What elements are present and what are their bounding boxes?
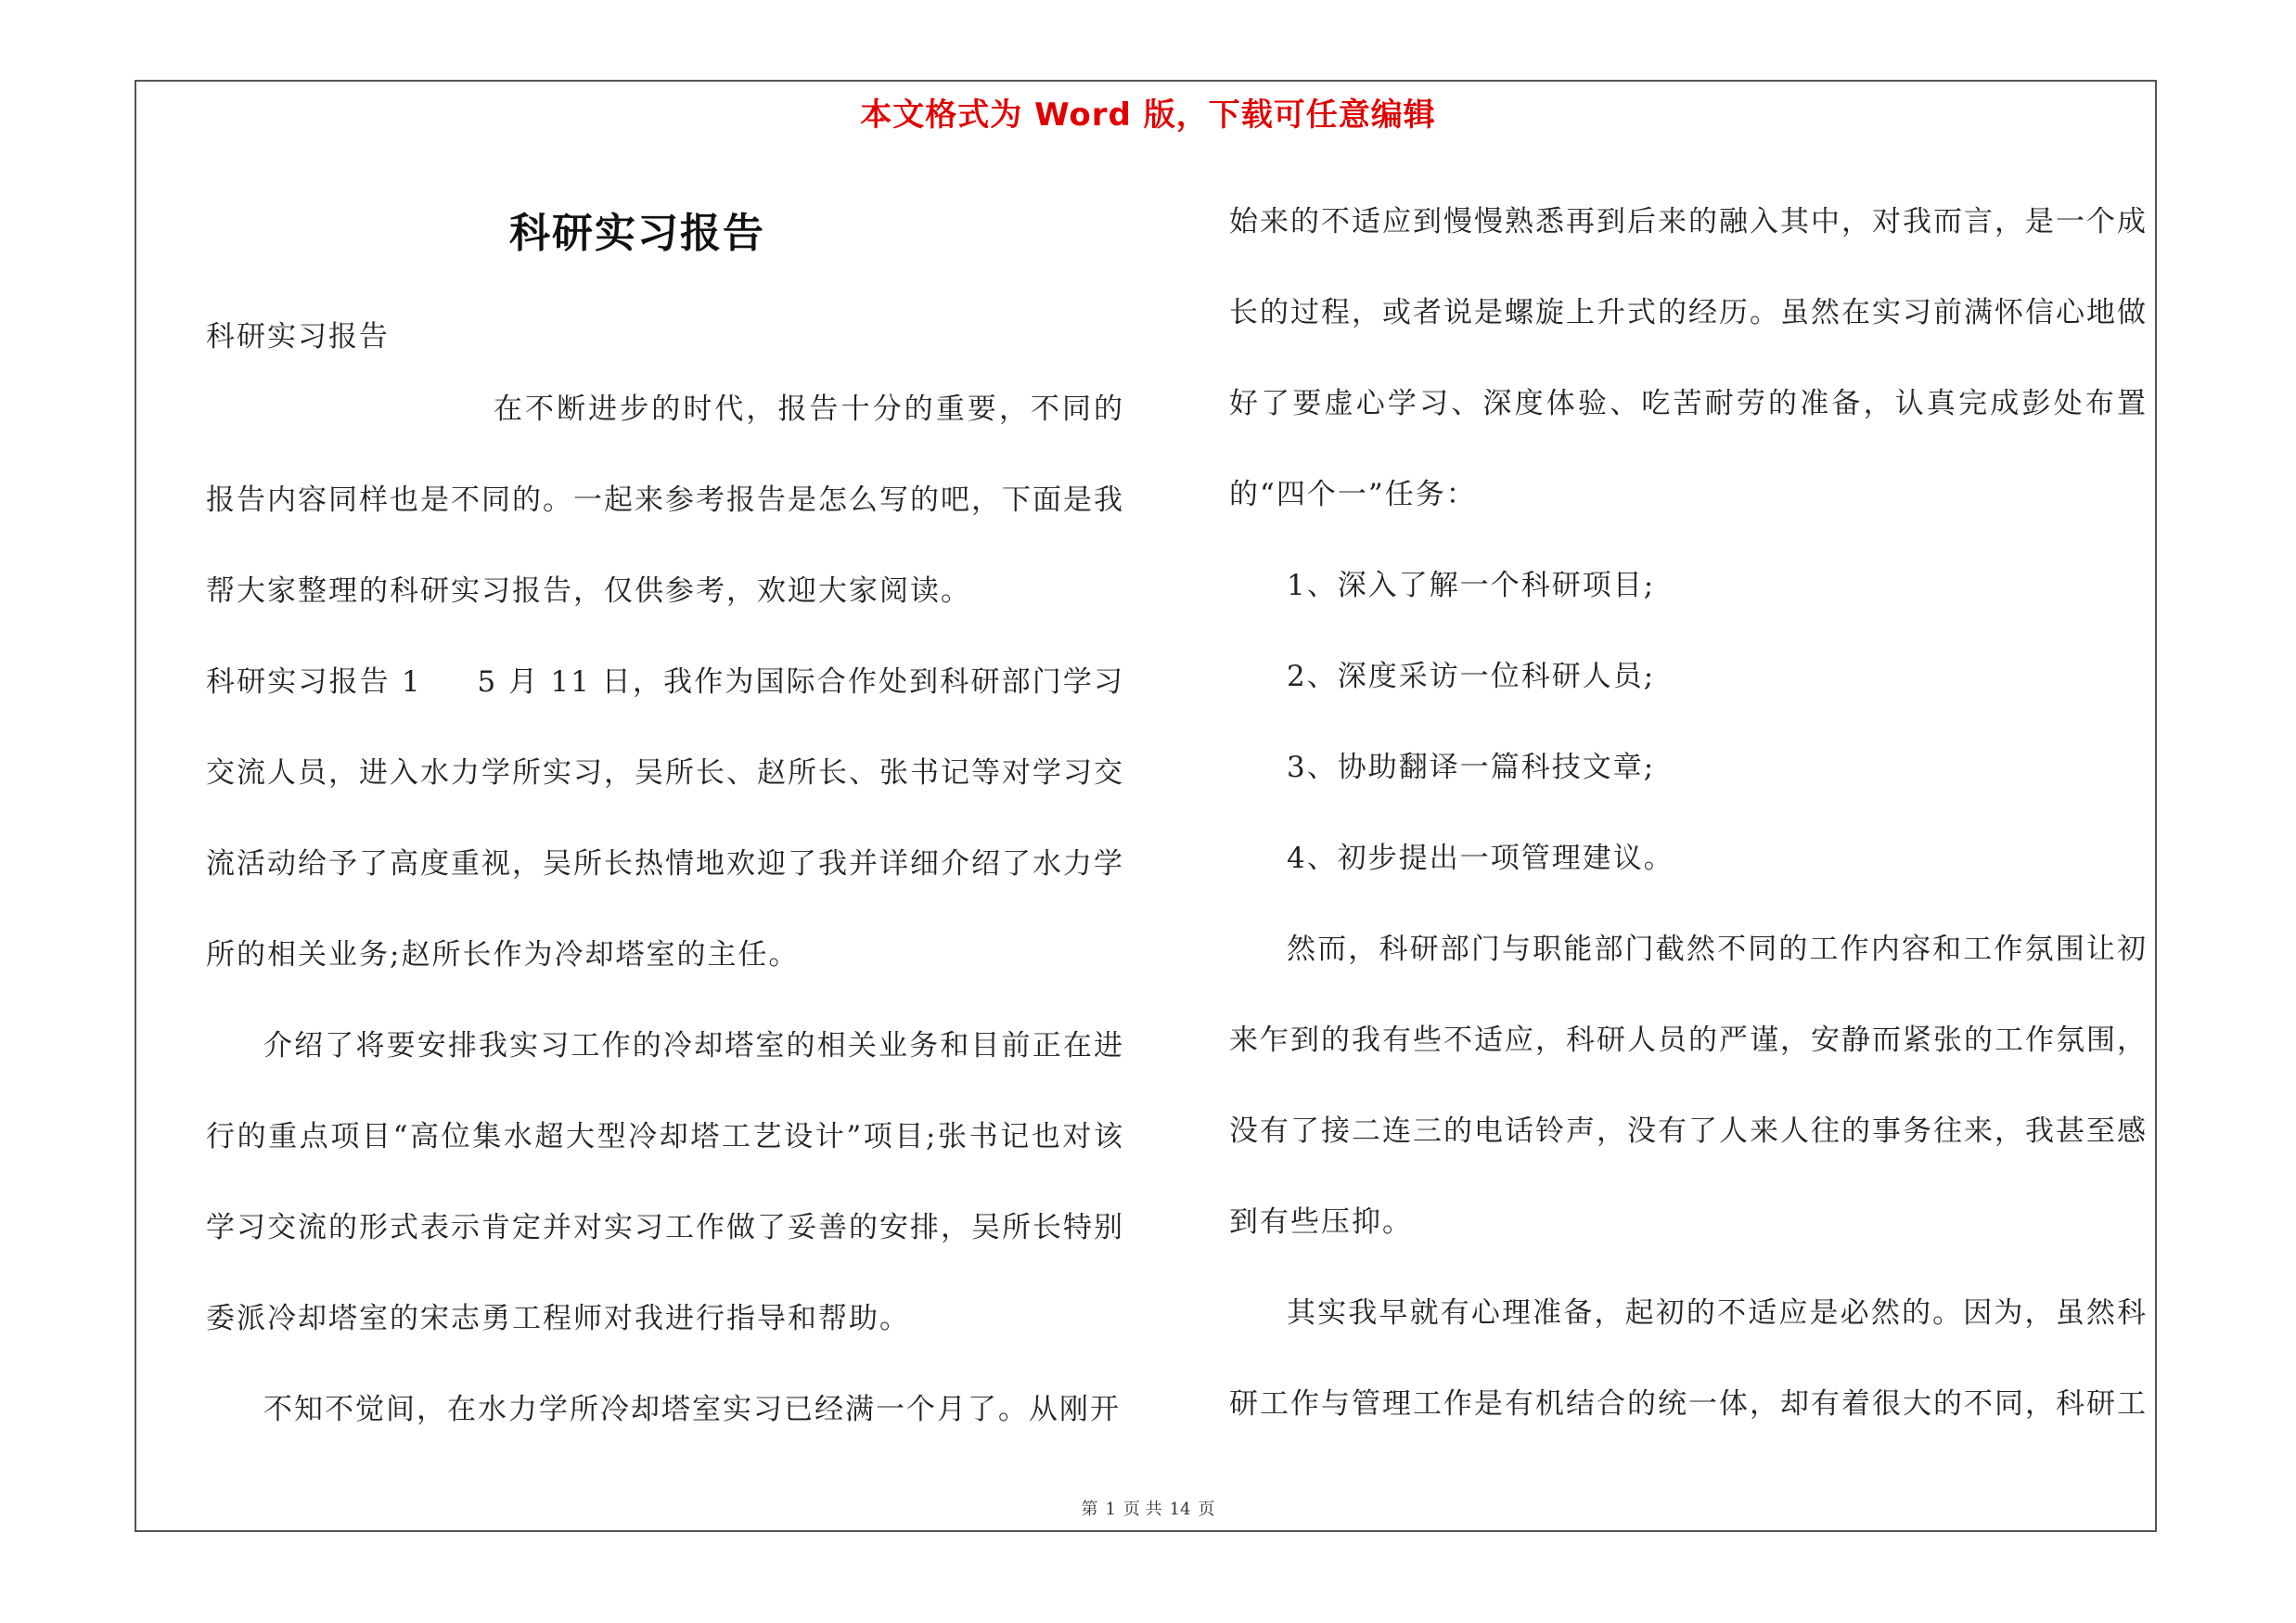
footer-mid: 页 共 [1122,1500,1162,1519]
document-subtitle: 科研实习报告 [206,320,390,354]
task-item: 1、深入了解一个科研项目; [1287,569,1656,602]
section-1-paragraph-3-continued: 始来的不适应到慢慢熟悉再到后来的融入其中，对我而言，是一个成长的过程，或者说是螺旋上升式的经历。虽然在实习前满怀信心地做好了要虚心学习、深度体验、吃苦耐劳的准备，认真完成彭处布置的“四个一”任务： [1229,205,2148,511]
task-item: 2、深度采访一位科研人员; [1287,660,1656,693]
section-1-paragraph-3-start: 不知不觉间，在水力学所冷却塔室实习已经满一个月了。从刚开 [263,1393,1121,1426]
footer-suffix: 页 [1198,1500,1215,1519]
footer-prefix: 第 [1081,1500,1098,1519]
section-1-heading: 科研实习报告 1 [206,665,422,699]
task-item: 4、初步提出一项管理建议。 [1287,842,1674,875]
document-title: 科研实习报告 [509,210,765,257]
section-1-text: 5 月 11 日，我作为国际合作处到科研部门学习交流人员，进入水力学所实习，吴所长、赵所长、张书记等对学习交流活动给予了高度重视，吴所长热情地欢迎了我并详细介绍了水力学所的相关业务;赵所长作为冷却塔室的主任。 [206,665,1124,972]
task-item: 3、协助翻译一篇科技文章; [1287,751,1656,784]
section-1-paragraph-1 [206,637,1124,1000]
section-1-paragraph-4: 然而，科研部门与职能部门截然不同的工作内容和工作氛围让初来乍到的我有些不适应，科研人员的严谨，安静而紧张的工作氛围，没有了接二连三的电话铃声，没有了人来人往的事务往来，我甚至感到有些压抑。 [1229,933,2148,1239]
footer-total-pages: 14 [1169,1500,1191,1519]
footer-page-number: 1 [1105,1500,1116,1519]
section-1-paragraph-5: 其实我早就有心理准备，起初的不适应是必然的。因为，虽然科研工作与管理工作是有机结合的统一体，却有着很大的不同，科研工 [1229,1296,2148,1421]
section-1-paragraph-2: 介绍了将要安排我实习工作的冷却塔室的相关业务和目前正在进行的重点项目“高位集水超大型冷却塔工艺设计”项目;张书记也对该学习交流的形式表示肯定并对实习工作做了妥善的安排，吴所长特别委派冷却塔室的宋志勇工程师对我进行指导和帮助。 [206,1029,1124,1335]
page-footer [0,1496,2296,1520]
format-banner: 本文格式为 Word 版，下载可任意编辑 [860,97,1436,134]
intro-paragraph: 在不断进步的时代，报告十分的重要，不同的报告内容同样也是不同的。一起来参考报告是怎么写的吧，下面是我帮大家整理的科研实习报告，仅供参考，欢迎大家阅读。 [206,393,1124,608]
right-column [1229,176,2148,1449]
left-column [206,176,1124,1455]
